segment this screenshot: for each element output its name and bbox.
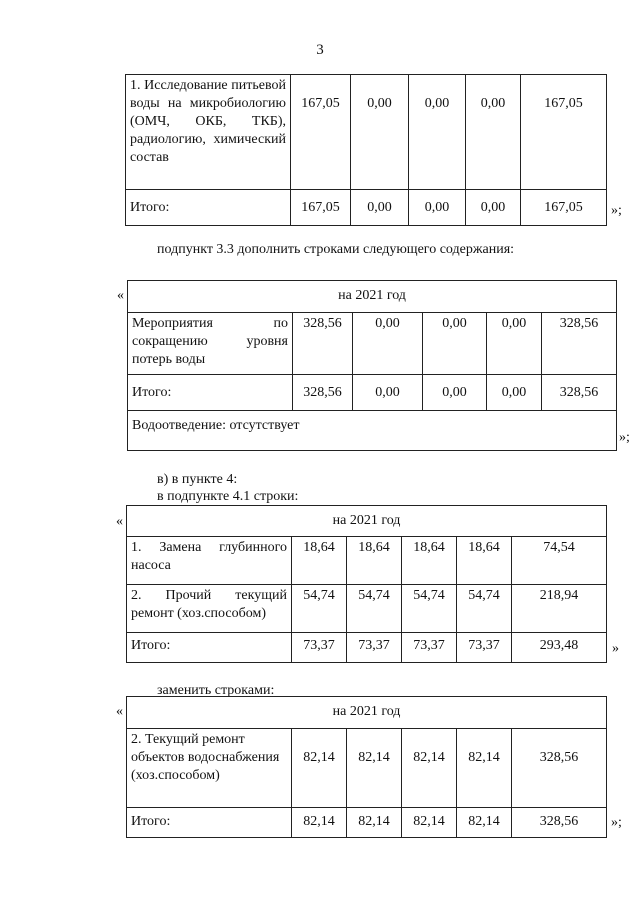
table-current-repair: [126, 696, 607, 838]
row-label: Итого:: [126, 190, 291, 226]
row-label: Итого:: [128, 375, 293, 411]
value-cell: 0,00: [353, 375, 423, 411]
value-cell: 82,14: [292, 808, 347, 838]
paragraph: заменить строками:: [157, 683, 275, 698]
value-cell: 328,56: [293, 313, 353, 375]
paragraph: подпункт 3.3 дополнить строками следующего содержания:: [157, 242, 515, 257]
total-row: [128, 375, 617, 411]
value-cell: 82,14: [457, 729, 512, 808]
table-row: [127, 537, 607, 585]
paragraph: в) в пункте 4:: [157, 472, 238, 487]
value-cell: 54,74: [457, 585, 512, 633]
value-cell: 18,64: [347, 537, 402, 585]
value-cell: 54,74: [292, 585, 347, 633]
value-cell: 18,64: [402, 537, 457, 585]
table-header-row: [128, 281, 617, 313]
value-cell: 73,37: [292, 633, 347, 663]
closing-quote: »;: [611, 203, 622, 218]
value-cell: 82,14: [347, 729, 402, 808]
row-label: 1. Замена глубинного насоса: [127, 537, 292, 585]
value-cell: 0,00: [423, 375, 487, 411]
value-cell: 328,56: [293, 375, 353, 411]
table-footer-row: [128, 411, 617, 451]
table-row: [127, 585, 607, 633]
table-row: [128, 313, 617, 375]
table-row: [126, 75, 607, 190]
value-cell: 82,14: [402, 729, 457, 808]
value-cell: 328,56: [542, 375, 617, 411]
value-cell: 0,00: [487, 313, 542, 375]
table-water-testing: [125, 74, 607, 226]
paragraph: в подпункте 4.1 строки:: [157, 489, 299, 504]
value-cell: 73,37: [347, 633, 402, 663]
row-label: Итого:: [127, 633, 292, 663]
value-cell: 0,00: [351, 190, 409, 226]
value-cell: 167,05: [291, 190, 351, 226]
closing-quote: »;: [611, 815, 622, 830]
total-row: [127, 808, 607, 838]
value-cell: 218,94: [512, 585, 607, 633]
table-pump-replacement: [126, 505, 607, 663]
value-cell: 54,74: [402, 585, 457, 633]
table-header-row: [127, 697, 607, 729]
value-cell: 328,56: [542, 313, 617, 375]
value-cell: 82,14: [457, 808, 512, 838]
value-cell: 82,14: [292, 729, 347, 808]
value-cell: 293,48: [512, 633, 607, 663]
row-label: Мероприятия по сокращению уровня потерь воды: [128, 313, 293, 375]
opening-quote: «: [117, 288, 124, 303]
value-cell: 73,37: [402, 633, 457, 663]
value-cell: 328,56: [512, 808, 607, 838]
table-water-loss: [127, 280, 617, 451]
row-label: Итого:: [127, 808, 292, 838]
value-cell: 18,64: [457, 537, 512, 585]
value-cell: 0,00: [487, 375, 542, 411]
table-footer: Водоотведение: отсутствует: [128, 411, 617, 451]
value-cell: 74,54: [512, 537, 607, 585]
closing-quote: »: [612, 641, 619, 656]
value-cell: 167,05: [521, 190, 607, 226]
opening-quote: «: [116, 704, 123, 719]
value-cell: 167,05: [521, 75, 607, 190]
row-label: 1. Исследование питьевой воды на микробиологию (ОМЧ, ОКБ, ТКБ), радиологию, химический состав: [126, 75, 291, 190]
page-number: 3: [316, 42, 324, 58]
table-header: на 2021 год: [127, 697, 607, 729]
value-cell: 167,05: [291, 75, 351, 190]
total-row: [127, 633, 607, 663]
value-cell: 18,64: [292, 537, 347, 585]
value-cell: 0,00: [423, 313, 487, 375]
row-label: 2. Текущий ремонт объектов водоснабжения (хоз.способом): [127, 729, 292, 808]
value-cell: 73,37: [457, 633, 512, 663]
opening-quote: «: [116, 514, 123, 529]
closing-quote: »;: [619, 430, 630, 445]
row-label: 2. Прочий текущий ремонт (хоз.способом): [127, 585, 292, 633]
value-cell: 0,00: [409, 190, 466, 226]
value-cell: 0,00: [353, 313, 423, 375]
value-cell: 0,00: [466, 190, 521, 226]
table-header: на 2021 год: [127, 506, 607, 537]
value-cell: 328,56: [512, 729, 607, 808]
table-header: на 2021 год: [128, 281, 617, 313]
table-header-row: [127, 506, 607, 537]
value-cell: 54,74: [347, 585, 402, 633]
value-cell: 0,00: [466, 75, 521, 190]
value-cell: 82,14: [347, 808, 402, 838]
total-row: [126, 190, 607, 226]
value-cell: 0,00: [409, 75, 466, 190]
value-cell: 0,00: [351, 75, 409, 190]
value-cell: 82,14: [402, 808, 457, 838]
table-row: [127, 729, 607, 808]
